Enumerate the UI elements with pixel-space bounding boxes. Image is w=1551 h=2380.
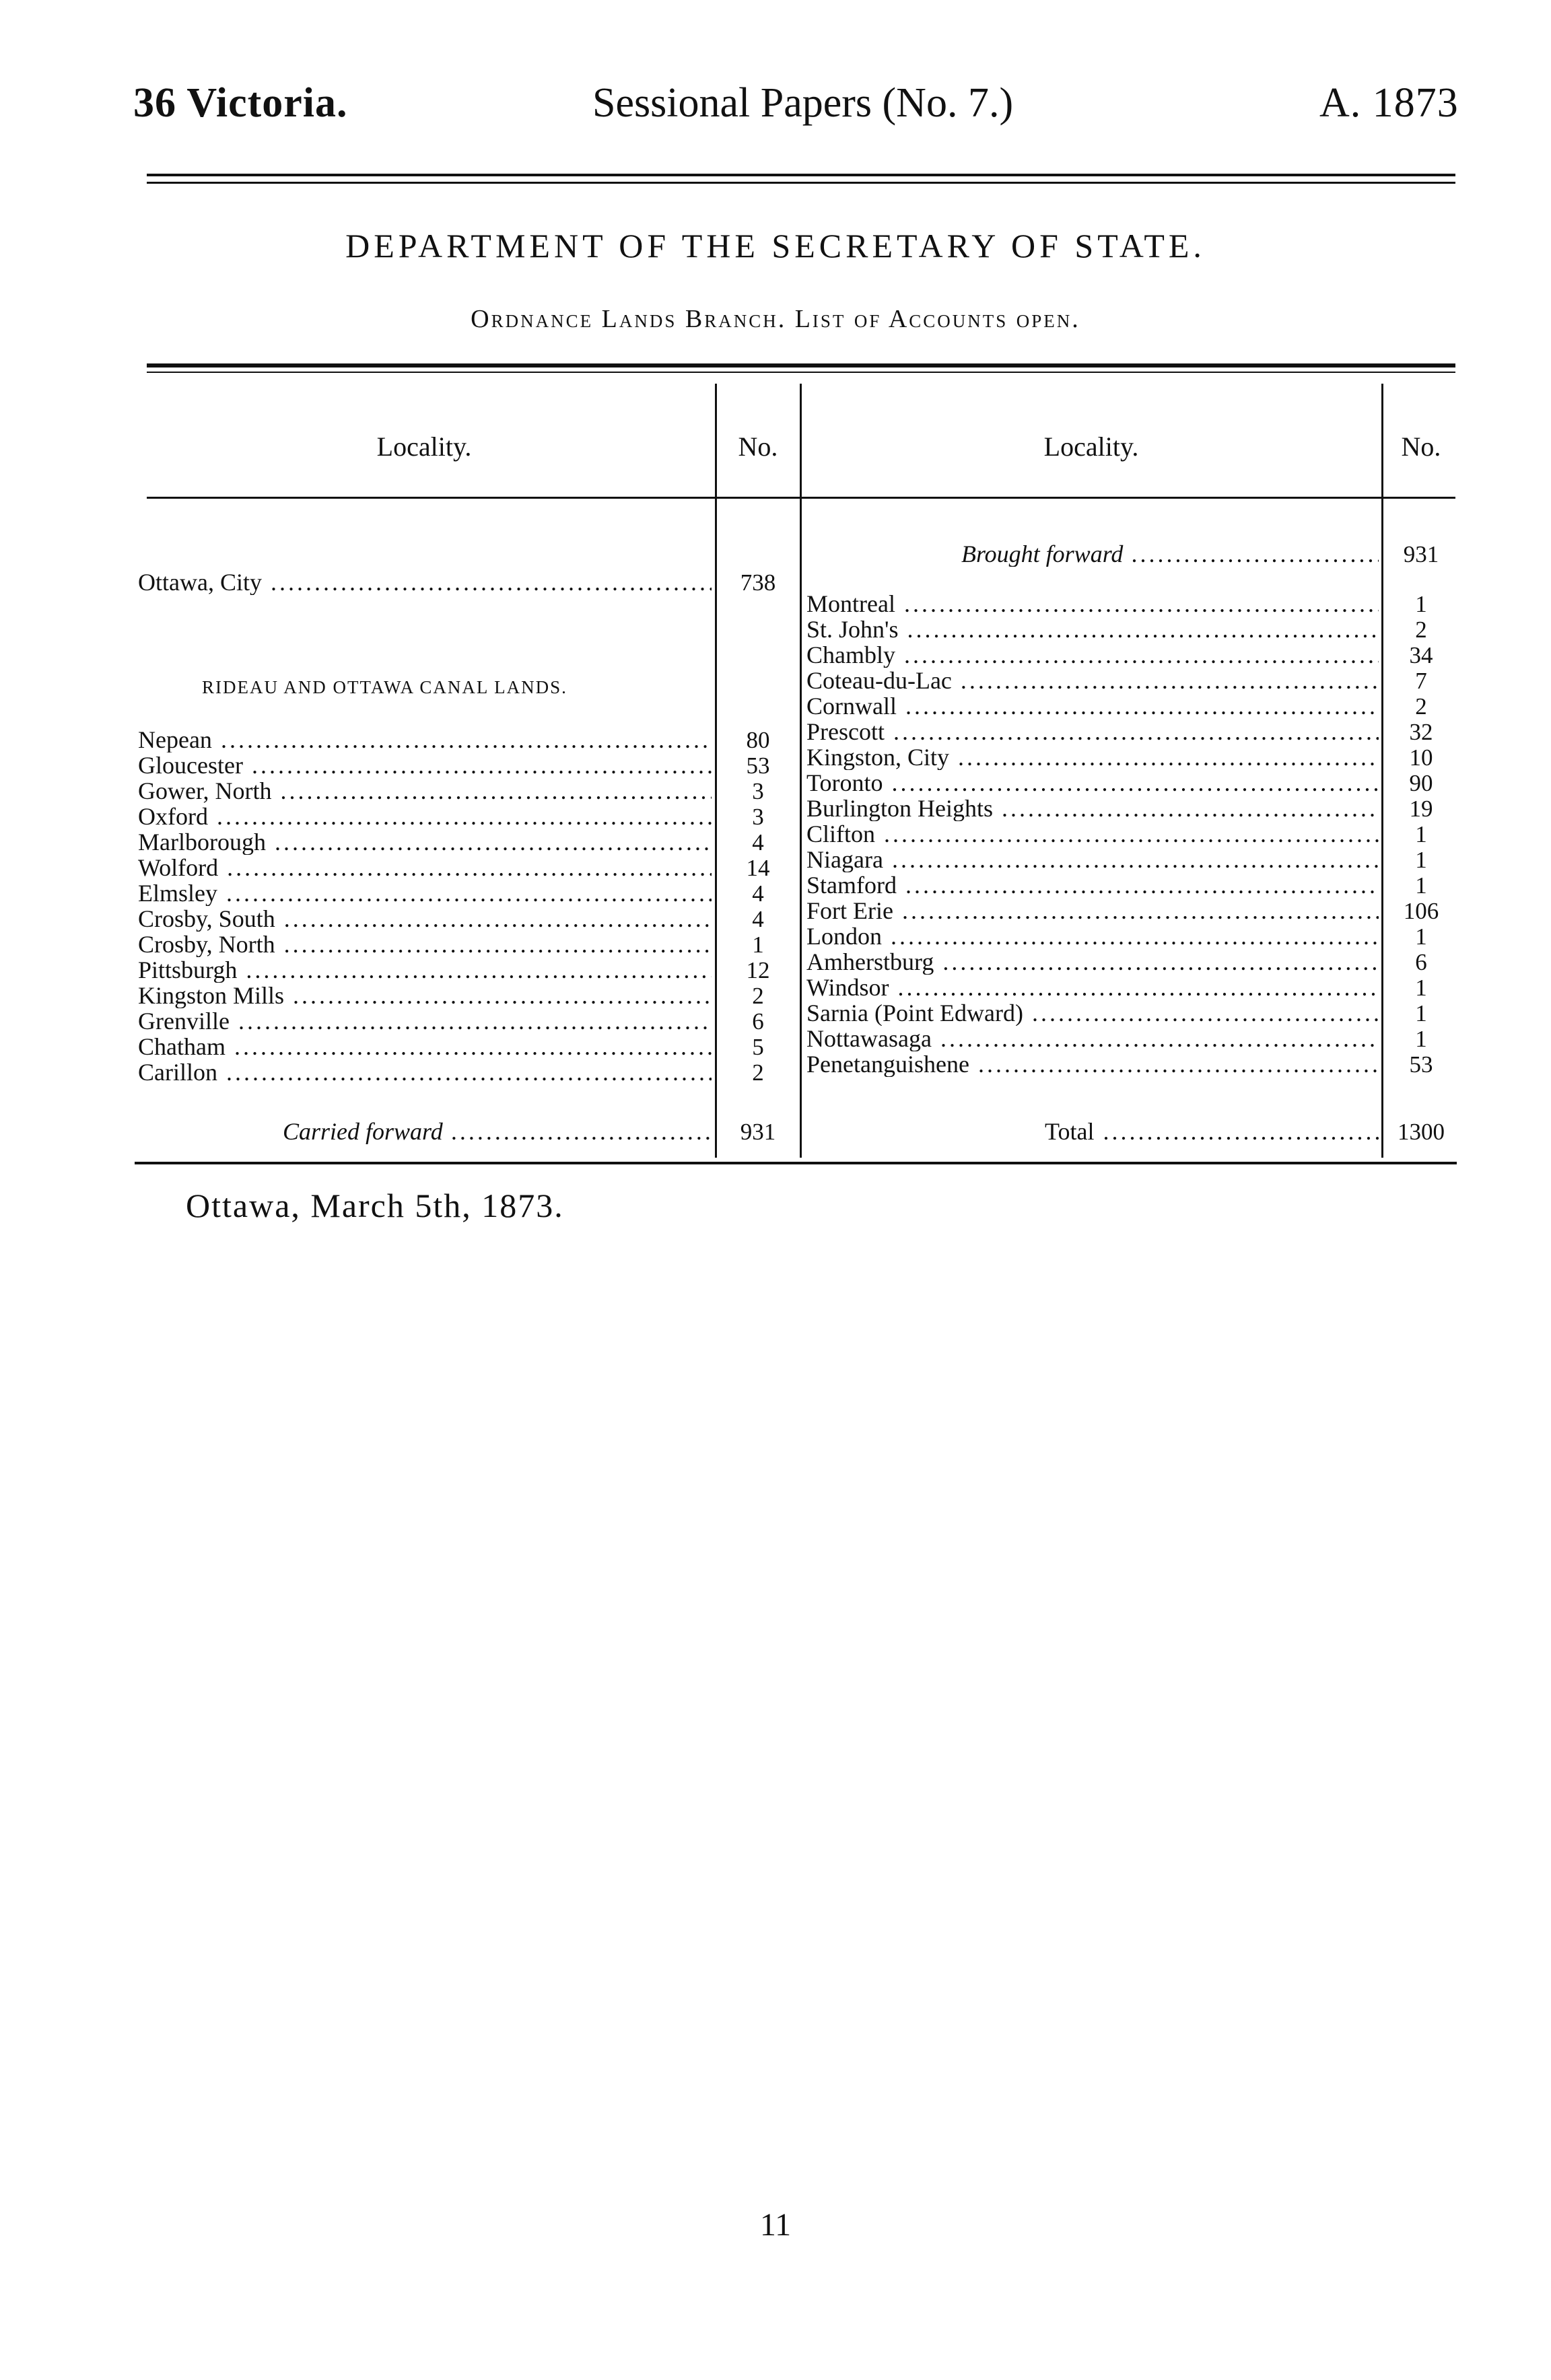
place-date-line: Ottawa, March 5th, 1873. (186, 1187, 564, 1224)
table-row (138, 855, 712, 880)
table-bottom-rule (135, 1162, 1457, 1164)
count-cell: 106 (1403, 898, 1439, 924)
table-row (138, 778, 712, 804)
table-row (806, 898, 1379, 923)
locality-cell: Wolford ..... (138, 855, 712, 880)
table-row (138, 957, 712, 983)
table-row (138, 569, 712, 595)
document-subtitle: Ordnance Lands Branch. List of Accounts open. (471, 305, 1080, 333)
table-row (806, 719, 1379, 744)
carried-forward-row (283, 1119, 712, 1144)
count-cell: 19 (1409, 796, 1433, 822)
locality-cell: Windsor ..... (806, 975, 1379, 1000)
table-row (806, 821, 1379, 847)
column-divider-right-no (1381, 384, 1383, 1158)
brought-forward-label: Brought forward ..... (961, 541, 1379, 567)
count-cell: 1 (1415, 821, 1427, 847)
locality-cell: Pittsburgh ..... (138, 957, 712, 983)
table-row (806, 949, 1379, 975)
count-cell: 53 (1409, 1051, 1433, 1078)
locality-cell: Chambly ..... (806, 642, 1379, 668)
locality-cell: Sarnia (Point Edward) ..... (806, 1000, 1379, 1026)
total-row (1045, 1119, 1379, 1144)
table-row (806, 693, 1379, 719)
column-divider-middle (800, 384, 802, 1158)
total-label: Total ..... (1045, 1119, 1379, 1144)
locality-cell: Elmsley ..... (138, 880, 712, 906)
count-cell: 2 (1415, 617, 1427, 643)
locality-cell: Gower, North ..... (138, 778, 712, 804)
table-row (806, 770, 1379, 796)
count-cell: 4 (752, 880, 764, 907)
count-cell: 12 (746, 957, 770, 983)
count-cell: 1 (752, 932, 764, 958)
count-cell: 1 (1415, 847, 1427, 873)
right-locality-header: Locality. (1043, 431, 1139, 462)
locality-cell: Nepean ..... (138, 727, 712, 753)
table-row (138, 1059, 712, 1085)
count-cell: 2 (752, 983, 764, 1009)
volume-label: 36 Victoria. (133, 80, 348, 126)
table-row (138, 932, 712, 957)
table-row (138, 753, 712, 778)
table-row (806, 617, 1379, 642)
table-top-thin-rule (147, 372, 1455, 373)
table-row (806, 642, 1379, 668)
count-cell: 80 (746, 727, 770, 753)
left-locality-header: Locality. (376, 431, 472, 462)
locality-cell: Niagara ..... (806, 847, 1379, 872)
table-row (138, 880, 712, 906)
count-cell: 4 (752, 829, 764, 855)
count-cell: 1 (1415, 1026, 1427, 1052)
locality-cell: Crosby, North ..... (138, 932, 712, 957)
count-cell: 4 (752, 906, 764, 932)
count-cell: 1 (1415, 923, 1427, 950)
locality-cell: Marlborough ..... (138, 829, 712, 855)
table-row (806, 668, 1379, 693)
locality-cell: Carillon ..... (138, 1059, 712, 1085)
count-cell: 90 (1409, 770, 1433, 796)
count-cell: 7 (1415, 668, 1427, 694)
brought-forward-count: 931 (1403, 541, 1439, 567)
locality-cell: Penetanguishene ..... (806, 1051, 1379, 1077)
year-label: A. 1873 (1319, 80, 1459, 126)
locality-cell: Kingston, City ..... (806, 744, 1379, 770)
locality-cell: Clifton ..... (806, 821, 1379, 847)
table-row (806, 923, 1379, 949)
table-row (138, 1008, 712, 1034)
count-cell: 1 (1415, 591, 1427, 617)
count-cell: 1 (1415, 975, 1427, 1001)
locality-cell: Nottawasaga ..... (806, 1026, 1379, 1051)
count-cell: 34 (1409, 642, 1433, 668)
count-cell: 3 (752, 778, 764, 804)
left-no-header: No. (738, 431, 778, 462)
table-row (806, 796, 1379, 821)
right-no-header: No. (1401, 431, 1441, 462)
count-cell: 1 (1415, 1000, 1427, 1026)
header-rule-bottom (147, 182, 1455, 184)
locality-cell: Gloucester ..... (138, 753, 712, 778)
table-row (806, 1026, 1379, 1051)
locality-cell: Fort Erie ..... (806, 898, 1379, 923)
count-cell: 32 (1409, 719, 1433, 745)
document-title: DEPARTMENT OF THE SECRETARY OF STATE. (345, 227, 1206, 265)
sessional-papers-label: Sessional Papers (No. 7.) (592, 80, 1014, 126)
count-cell: 5 (752, 1034, 764, 1060)
table-top-rule (147, 363, 1455, 368)
table-row (806, 872, 1379, 898)
locality-cell: Montreal ..... (806, 591, 1379, 617)
locality-cell: Toronto ..... (806, 770, 1379, 796)
table-row (806, 1000, 1379, 1026)
table-row (806, 975, 1379, 1000)
total-count: 1300 (1398, 1119, 1445, 1145)
locality-cell: Cornwall ..... (806, 693, 1379, 719)
table-row (138, 804, 712, 829)
locality-cell: Kingston Mills ..... (138, 983, 712, 1008)
table-row (806, 591, 1379, 617)
count-cell: 53 (746, 753, 770, 779)
brought-forward-row (961, 541, 1379, 567)
locality-cell: Ottawa, City ..... (138, 569, 712, 595)
carried-forward-count: 931 (740, 1119, 776, 1145)
table-row (138, 727, 712, 753)
count-cell: 2 (1415, 693, 1427, 720)
count-cell: 1 (1415, 872, 1427, 899)
header-rule-top (147, 174, 1455, 176)
locality-cell: London ..... (806, 923, 1379, 949)
locality-cell: Coteau-du-Lac ..... (806, 668, 1379, 693)
page-number: 11 (759, 2207, 792, 2243)
table-row (138, 1034, 712, 1059)
table-row (138, 829, 712, 855)
count-cell: 738 (740, 569, 776, 596)
locality-cell: Prescott ..... (806, 719, 1379, 744)
count-cell: 6 (1415, 949, 1427, 975)
table-row (806, 1051, 1379, 1077)
count-cell: 14 (746, 855, 770, 881)
locality-cell: Chatham ..... (138, 1034, 712, 1059)
carried-forward-label: Carried forward ..... (283, 1119, 712, 1144)
table-row (138, 983, 712, 1008)
count-cell: 2 (752, 1059, 764, 1086)
count-cell: 6 (752, 1008, 764, 1035)
locality-cell: Grenville ..... (138, 1008, 712, 1034)
count-cell: 3 (752, 804, 764, 830)
count-cell: 10 (1409, 744, 1433, 771)
locality-cell: Amherstburg ..... (806, 949, 1379, 975)
table-row (806, 847, 1379, 872)
locality-cell: Stamford ..... (806, 872, 1379, 898)
column-divider-left-no (715, 384, 717, 1158)
locality-cell: Oxford ..... (138, 804, 712, 829)
table-row (138, 906, 712, 932)
table-row (806, 744, 1379, 770)
section-heading: RIDEAU AND OTTAWA CANAL LANDS. (202, 677, 567, 697)
locality-cell: Crosby, South ..... (138, 906, 712, 932)
locality-cell: Burlington Heights ..... (806, 796, 1379, 821)
locality-cell: St. John's ..... (806, 617, 1379, 642)
